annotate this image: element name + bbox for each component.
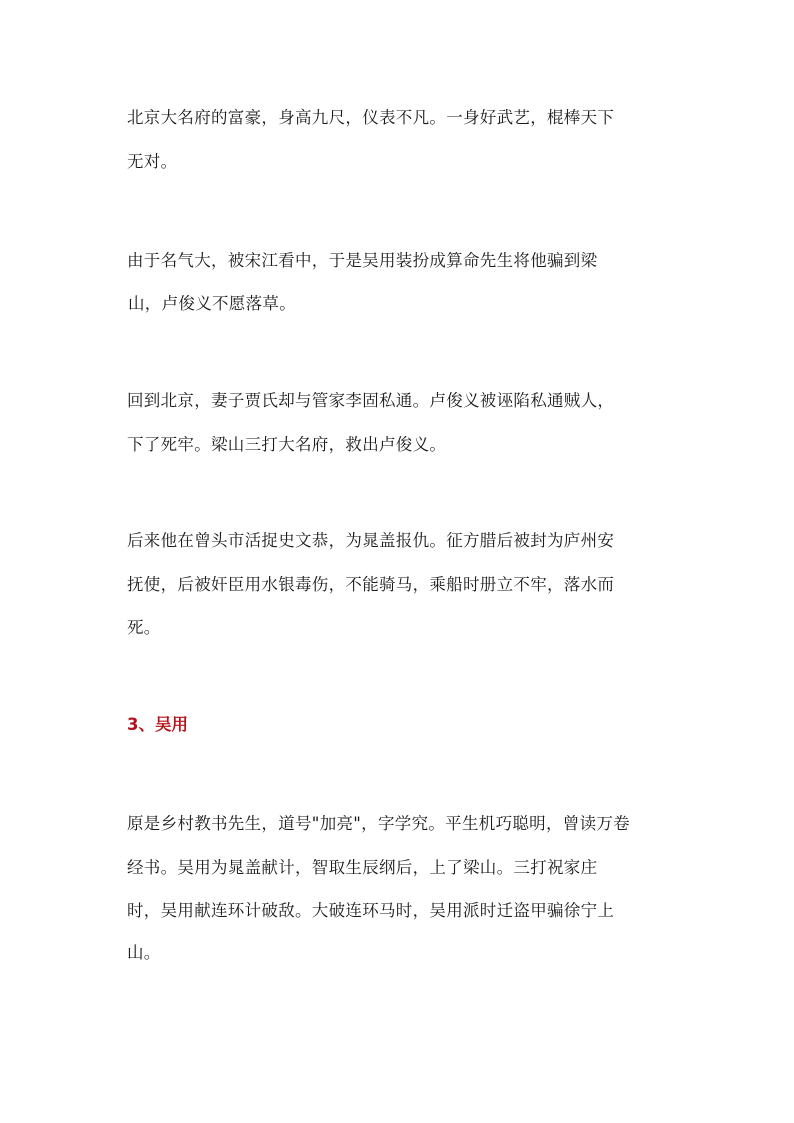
text-line: 经书。吴用为晁盖献计，智取生辰纲后，上了梁山。三打祝家庄 [127, 858, 598, 877]
text-line: 山。 [127, 943, 161, 962]
text-line: 死。 [127, 618, 161, 637]
section-heading: 3、吴用 [127, 715, 188, 734]
text-line: 下了死牢。梁山三打大名府，救出卢俊义。 [127, 435, 447, 454]
text-line: 原是乡村教书先生，道号"加亮"，字学究。平生机巧聪明，曾读万卷 [127, 814, 630, 833]
text-line: 山，卢俊义不愿落草。 [128, 294, 296, 313]
text-line: 北京大名府的富豪，身高九尺，仪表不凡。一身好武艺，棍棒天下 [127, 108, 615, 127]
text-line: 回到北京，妻子贾氏却与管家李固私通。卢俊义被诬陷私通贼人， [127, 391, 615, 410]
text-line: 后来他在曾头市活捉史文恭，为晁盖报仇。征方腊后被封为庐州安 [127, 531, 615, 550]
text-line: 由于名气大，被宋江看中，于是吴用装扮成算命先生将他骗到梁 [127, 251, 598, 270]
text-line: 时，吴用献连环计破敌。大破连环马时，吴用派时迁盗甲骗徐宁上 [127, 901, 615, 920]
text-line: 抚使，后被奸臣用水银毒伤，不能骑马，乘船时册立不牢，落水而 [127, 575, 615, 594]
text-line: 无对。 [127, 152, 178, 171]
